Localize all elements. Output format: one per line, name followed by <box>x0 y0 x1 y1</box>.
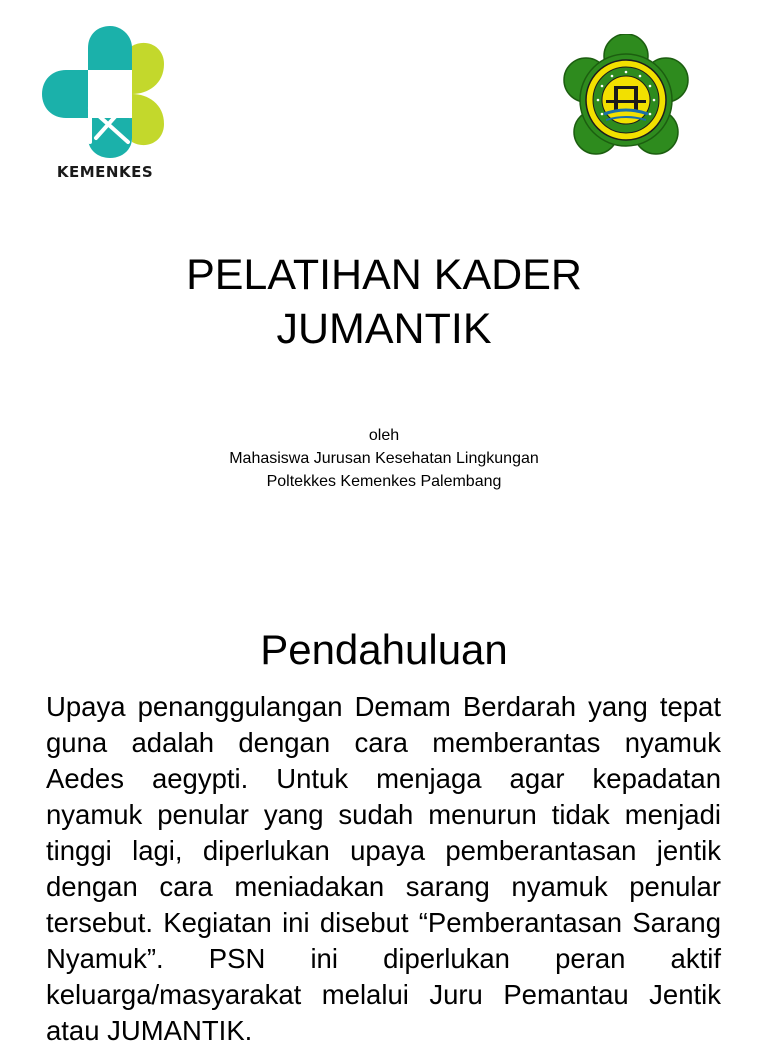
section-heading: Pendahuluan <box>260 626 508 673</box>
byline-line-1: Mahasiswa Jurusan Kesehatan Lingkungan <box>229 450 539 467</box>
byline-line-2: Poltekkes Kemenkes Palembang <box>266 473 502 490</box>
poltekkes-seal <box>560 34 692 166</box>
byline-by: oleh <box>368 427 400 444</box>
byline <box>0 424 768 493</box>
kemenkes-logo-text: KEMENKES <box>56 163 154 181</box>
kemenkes-logo-icon <box>38 24 168 164</box>
kemenkes-logo <box>38 24 168 184</box>
title-line-1: PELATIHAN KADER <box>186 251 582 299</box>
section-body: Upaya penanggulangan Demam Berdarah yang tepat guna adalah dengan cara memberantas nyamuk Aedes aegypti. Untuk menjaga agar kepadatan nyamuk penular yang sudah menurun tidak menjadi tinggi lagi, diperlukan upaya pemberantasan jentik dengan cara meniadakan sarang nyamuk penular tersebut. Kegiatan ini disebut “Pemberantasan Sarang Nyamuk”. PSN ini diperlukan peran aktif keluarga/masyarakat melalui Juru Pemantau Jentik atau JUMANTIK. <box>46 691 721 1046</box>
presentation-title <box>0 248 768 356</box>
poltekkes-palembang-seal-icon <box>560 34 692 166</box>
title-line-2: JUMANTIK <box>276 305 492 353</box>
